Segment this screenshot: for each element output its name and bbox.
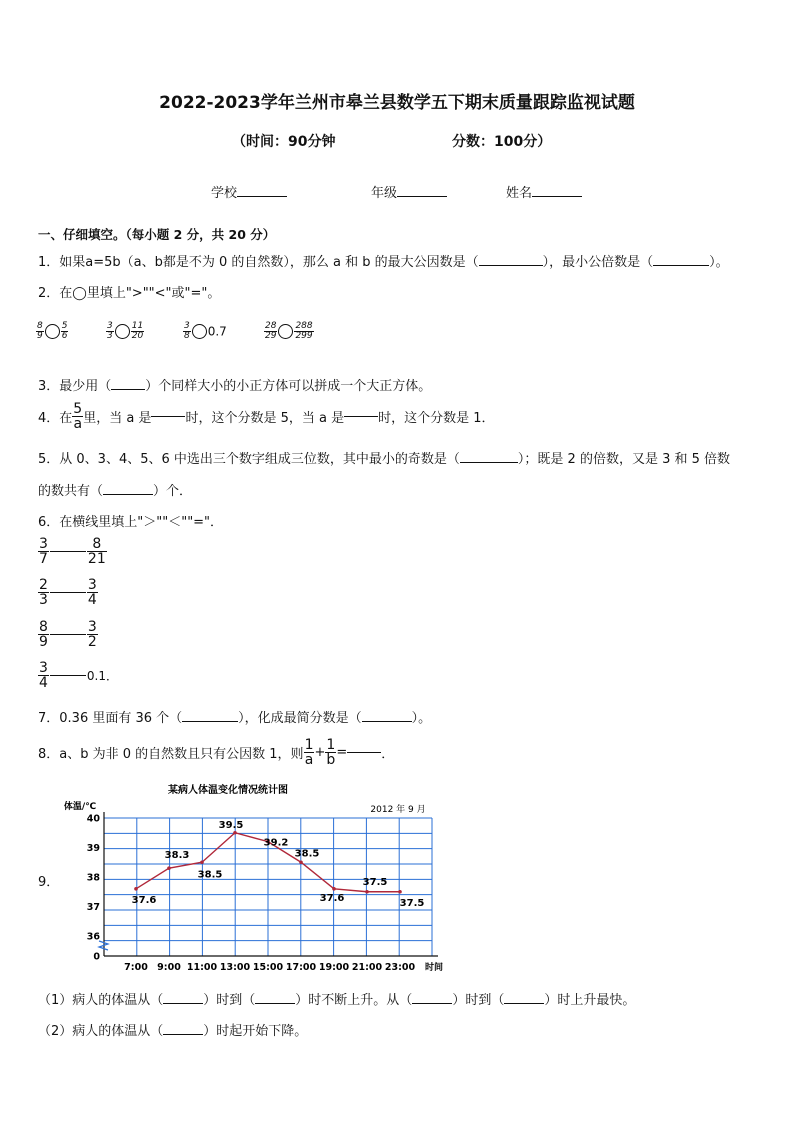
q5-text-c: 的数共有（ [38, 484, 104, 499]
x-tick-label: 7:00 [124, 962, 148, 973]
fraction: $\frac{3}{4}$ [39, 660, 48, 691]
y-tick-label: 36 [86, 931, 100, 943]
school-field [211, 182, 287, 201]
x-tick-label: 21:00 [351, 962, 383, 973]
question-5-cont [38, 480, 192, 499]
q5-blank-2[interactable] [103, 494, 153, 495]
data-point [200, 860, 204, 864]
school-label: 学校 [211, 186, 238, 201]
question-6: 6．在横线里填上"＞""＜""="． [38, 515, 224, 530]
question-2: 2．在◯里填上">""<"或"="。 [38, 286, 221, 301]
data-point [365, 890, 369, 894]
q4-text-c: 时，这个分数是 5，当 a 是 [185, 411, 345, 426]
y-axis-label: 体温/℃ [63, 802, 97, 812]
q6-item-1 [38, 537, 107, 566]
q1-blank-2[interactable] [653, 265, 709, 266]
q3-blank[interactable] [111, 389, 145, 390]
q5-blank-1[interactable] [460, 462, 518, 463]
q9-1-blank-1[interactable] [163, 1003, 203, 1004]
school-blank[interactable] [237, 196, 287, 197]
y-tick-label: 39 [86, 843, 100, 854]
q4-blank-2[interactable] [344, 416, 378, 417]
y-tick-label: 38 [86, 872, 100, 884]
q7-blank-2[interactable] [362, 721, 412, 722]
chart-title: 某病人体温变化情况统计图 [168, 785, 288, 796]
q5-text-a: 5．从 0、3、4、5、6 中选出三个数字组成三位数，其中最小的奇数是（ [38, 452, 460, 467]
y-tick-label: 40 [86, 813, 100, 825]
question-1 [38, 251, 729, 270]
question-5 [38, 448, 730, 467]
temperature-chart [58, 778, 458, 978]
chart-date: 2012 年 9 月 [370, 805, 426, 815]
grade-field [371, 182, 447, 201]
q2-item-2 [106, 322, 144, 341]
data-label: 37.6 [131, 894, 157, 906]
x-tick-label: 13:00 [219, 962, 251, 973]
fraction: $\frac{3}{7}$ [39, 536, 48, 567]
x-tick-label: 15:00 [252, 962, 284, 973]
q7-text-c: ）。 [411, 711, 432, 726]
grade-blank[interactable] [397, 196, 447, 197]
data-point [233, 831, 237, 835]
q1-text-a: 1．如果a=5b（a、b都是不为 0 的自然数），那么 a 和 b 的最大公因数是（ [38, 255, 479, 270]
data-label: 38.5 [197, 869, 223, 881]
q6-item-4 [38, 661, 118, 690]
q2-item-3 [183, 322, 227, 341]
fraction: $\frac{5}{a}$ [73, 401, 83, 432]
q3-text-a: 3．最少用（ [38, 379, 112, 394]
fraction: $\frac{1}{b}$ [326, 737, 336, 768]
x-tick-label: 17:00 [285, 962, 317, 973]
data-point [167, 866, 171, 870]
q9-1-blank-4[interactable] [504, 1003, 544, 1004]
question-9-part-2 [38, 1020, 307, 1039]
page-title: 2022-2023学年兰州市皋兰县数学五下期末质量跟踪监视试题 [159, 93, 635, 113]
q7-text-b: ），化成最简分数是（ [238, 711, 362, 726]
q9-1-text-d: ）时到（ [452, 993, 505, 1008]
question-3 [38, 375, 431, 394]
q8-end: ． [381, 747, 395, 762]
answer-line[interactable] [50, 551, 86, 552]
compare-circle[interactable] [192, 324, 207, 339]
q9-2-text-b: ）时起开始下降。 [203, 1024, 308, 1039]
q2-item-1 [36, 322, 68, 341]
plus-sign: + [314, 745, 326, 760]
fraction: $\frac{8}{9}$ [39, 619, 48, 650]
q9-1-text-e: ）时上升最快。 [544, 993, 636, 1008]
q9-2-blank[interactable] [163, 1034, 203, 1035]
q2-item-4 [264, 322, 314, 341]
name-label: 姓名 [506, 186, 533, 201]
x-tick-label: 9:00 [157, 962, 181, 973]
compare-circle[interactable] [115, 324, 130, 339]
exam-score: 分数：100分） [452, 134, 552, 150]
data-label: 38.5 [294, 848, 320, 860]
data-label: 37.5 [399, 897, 425, 909]
exam-time: （时间：90分钟 [232, 134, 336, 150]
section-heading: 一、仔细填空。（每小题 2 分，共 20 分） [38, 227, 276, 242]
data-point [398, 890, 402, 894]
data-label: 39.5 [218, 819, 244, 831]
q9-1-blank-3[interactable] [412, 1003, 452, 1004]
question-9-number: 9． [38, 875, 60, 890]
compare-circle[interactable] [278, 324, 293, 339]
x-axis-label: 时间 [424, 963, 444, 973]
q8-text-a: 8．a、b 为非 0 的自然数且只有公因数 1，则 [38, 747, 304, 762]
q7-blank-1[interactable] [182, 721, 238, 722]
grade-label: 年级 [371, 186, 398, 201]
x-tick-label: 19:00 [318, 962, 350, 973]
fraction: $\frac{5}{6}$ [61, 321, 68, 341]
q4-text-b: 里，当 a 是 [83, 411, 152, 426]
x-tick-label: 23:00 [384, 962, 416, 973]
data-label: 39.2 [263, 837, 289, 849]
decimal: 0.7 [207, 324, 227, 339]
data-point [299, 860, 303, 864]
x-tick-label: 11:00 [186, 962, 218, 973]
x-ticks [124, 962, 415, 973]
fraction: $\frac{3}{3}$ [107, 321, 113, 341]
q6-item-3 [38, 620, 98, 649]
q9-1-text-b: ）时到（ [203, 993, 256, 1008]
fraction: $\frac{3}{2}$ [87, 619, 97, 650]
q8-blank[interactable] [347, 752, 381, 753]
q3-text-b: ）个同样大小的小正方体可以拼成一个大正方体。 [145, 379, 432, 394]
data-label: 38.3 [164, 850, 190, 862]
question-8 [38, 738, 394, 767]
q4-blank-1[interactable] [151, 416, 185, 417]
axis-break [99, 941, 108, 950]
q1-blank-1[interactable] [479, 265, 543, 266]
compare-circle[interactable] [45, 324, 60, 339]
q6-item-2 [38, 578, 98, 607]
fraction: $\frac{8}{21}$ [87, 536, 106, 567]
data-point [332, 887, 336, 891]
name-field [506, 182, 582, 201]
fraction: $\frac{8}{9}$ [37, 321, 43, 341]
answer-line[interactable] [50, 592, 86, 593]
fraction: $\frac{28}{29}$ [265, 321, 277, 341]
q1-text-b: ），最小公倍数是（ [542, 255, 654, 270]
y-tick-label: 37 [86, 902, 100, 913]
fraction: $\frac{1}{a}$ [304, 737, 314, 768]
fraction: $\frac{2}{3}$ [39, 577, 48, 608]
data-point [134, 887, 138, 891]
question-9-part-1 [38, 989, 635, 1008]
equals-sign: = [336, 745, 348, 760]
answer-line[interactable] [50, 634, 86, 635]
y-tick-label: 0 [93, 951, 100, 963]
data-label: 37.5 [362, 876, 388, 888]
q9-1-blank-2[interactable] [255, 1003, 295, 1004]
fraction: $\frac{3}{8}$ [184, 321, 190, 341]
decimal: 0.1． [86, 669, 119, 683]
question-7 [38, 707, 431, 726]
q1-text-c: ）。 [709, 255, 729, 270]
q4-text-a: 4．在 [38, 411, 73, 426]
q4-text-d: 时，这个分数是 1． [378, 411, 495, 426]
q9-1-text-a: （1）病人的体温从（ [38, 993, 164, 1008]
fraction: $\frac{288}{299}$ [295, 321, 313, 341]
q5-text-d: ）个． [153, 484, 193, 499]
q9-2-text-a: （2）病人的体温从（ [38, 1024, 164, 1039]
q5-text-b: ）；既是 2 的倍数，又是 3 和 5 倍数 [517, 452, 731, 467]
answer-line[interactable] [50, 675, 86, 676]
q9-1-text-c: ）时不断上升。从（ [295, 993, 413, 1008]
y-ticks [87, 814, 101, 963]
name-blank[interactable] [532, 196, 582, 197]
question-4 [38, 402, 494, 431]
fraction: $\frac{3}{4}$ [87, 577, 97, 608]
q7-text-a: 7．0.36 里面有 36 个（ [38, 711, 183, 726]
data-label: 37.6 [319, 892, 345, 904]
fraction: $\frac{11}{20}$ [131, 321, 144, 341]
